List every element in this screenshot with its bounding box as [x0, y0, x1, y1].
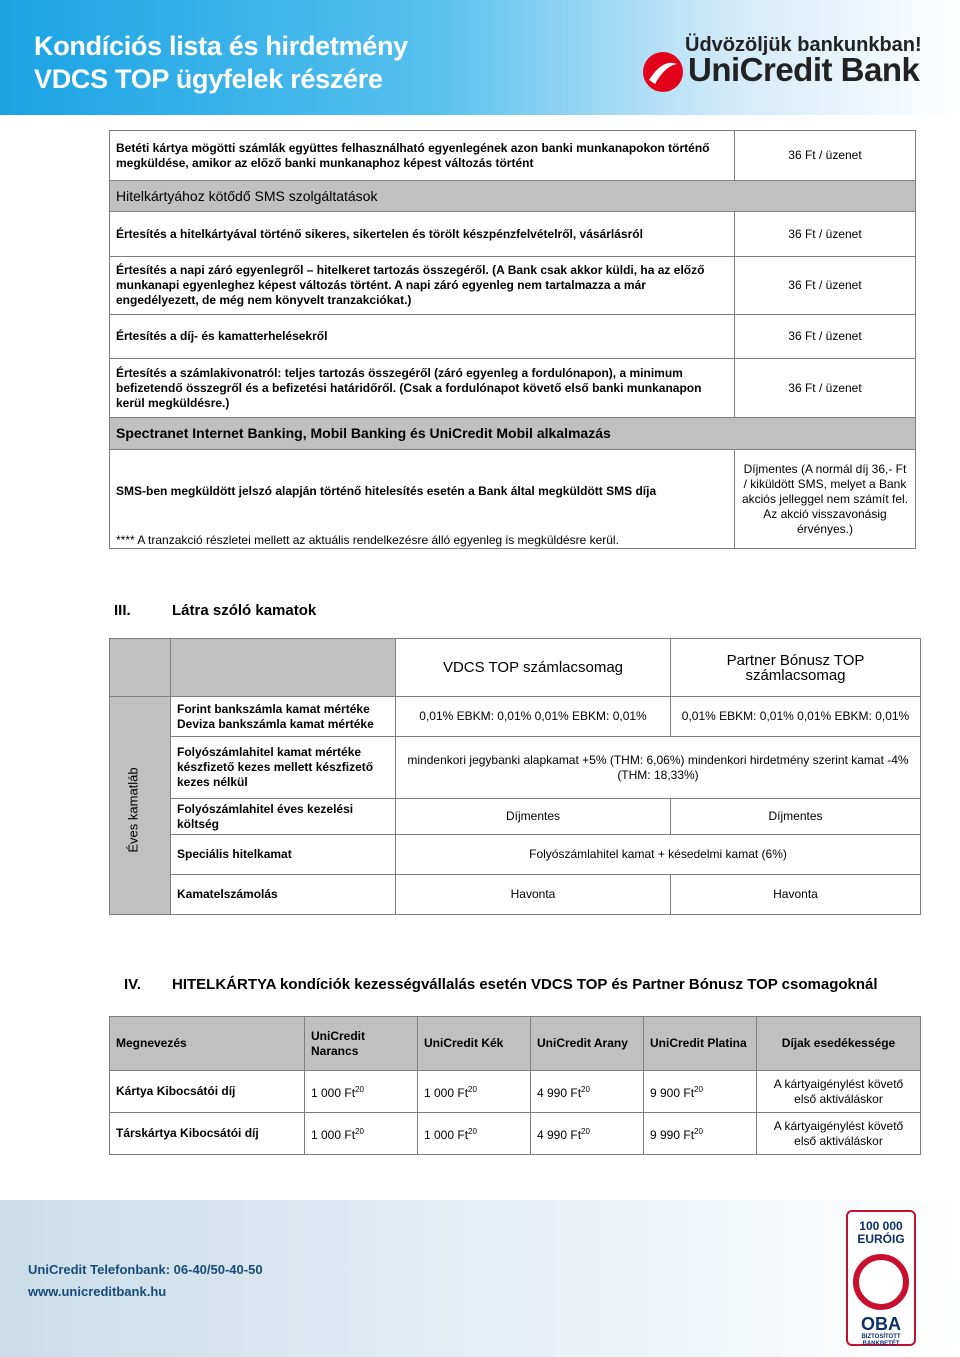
rate-row-label: Kamatelszámolás: [171, 875, 396, 915]
page-header: [0, 0, 960, 115]
sms-row-value: 36 Ft / üzenet: [735, 257, 916, 315]
sms-row-label: Betéti kártya mögötti számlák együttes felhasználható egyenlegének azon banki munkanapokon történő megküldése, amikor az előző banki munkanaphoz képest változás történt: [110, 131, 735, 181]
sms-row-value: 36 Ft / üzenet: [735, 359, 916, 418]
sms-row-label: Értesítés a napi záró egyenlegről – hitelkeret tartozás összegéről. (A Bank csak akkor küldi, ha az előző munkanapi egyenleghez képest változás történt. A napi záró egyenleg nem tartalmazza a már engedélyezett, de még nem könyvelt tranzakciókat.): [110, 257, 735, 315]
rate-value: Folyószámlahitel kamat + késedelmi kamat (6%): [396, 835, 921, 875]
fee-due: A kártyaigénylést követő első aktiváláskor: [757, 1113, 921, 1155]
rate-value: Díjmentes: [396, 799, 671, 835]
section-heading: Hitelkártyához kötődő SMS szolgáltatások: [110, 181, 916, 212]
sms-row-label: Értesítés a díj- és kamatterhelésekről: [110, 315, 735, 359]
fee-value: 1 000 Ft$^{20}$: [418, 1113, 531, 1155]
sms-services-table: [109, 130, 916, 549]
telefonbank-text: UniCredit Telefonbank: 06-40/50-40-50: [28, 1262, 263, 1277]
column-header-partner: Partner Bónusz TOP számlacsomag: [671, 639, 921, 697]
brand-name: UniCredit Bank: [688, 51, 920, 88]
section-number: IV.: [124, 976, 141, 993]
fee-value: 4 990 Ft$^{20}$: [531, 1113, 644, 1155]
column-header: UniCredit Platina: [644, 1017, 757, 1071]
section-number: III.: [114, 602, 131, 619]
column-header: Díjak esedékessége: [757, 1017, 921, 1071]
page-title: Kondíciós lista és hirdetmény VDCS TOP ügyfelek részére: [34, 31, 408, 94]
website-link[interactable]: www.unicreditbank.hu: [28, 1284, 167, 1299]
fee-value: 9 990 Ft$^{20}$: [644, 1113, 757, 1155]
rate-row-label: Speciális hitelkamat: [171, 835, 396, 875]
sms-row-value: Díjmentes (A normál díj 36,- Ft / kiküldött SMS, melyet a Bank akciós jelleggel nem számít fel. Az akció visszavonásig érvényes.): [735, 450, 916, 549]
fee-value: 1 000 Ft$^{20}$: [418, 1071, 531, 1113]
fee-row-label: Kártya Kibocsátói díj: [110, 1071, 305, 1113]
rate-value: 0,01% EBKM: 0,01% 0,01% EBKM: 0,01%: [396, 697, 671, 737]
badge-oba: OBA: [861, 1314, 901, 1334]
column-header-vdcs: VDCS TOP számlacsomag: [396, 639, 671, 697]
oba-ring-icon: [853, 1254, 909, 1310]
sms-row-value: 36 Ft / üzenet: [735, 212, 916, 257]
section-heading: Spectranet Internet Banking, Mobil Banking és UniCredit Mobil alkalmazás: [110, 418, 916, 450]
fee-due: A kártyaigénylést követő első aktiváláskor: [757, 1071, 921, 1113]
page-footer: [0, 1200, 960, 1357]
column-header: UniCredit Narancs: [305, 1017, 418, 1071]
side-label: Éves kamatláb: [125, 767, 141, 853]
badge-amount: 100 000 EURÓIG: [857, 1219, 905, 1246]
rate-value: Havonta: [671, 875, 921, 915]
fee-value: 1 000 Ft$^{20}$: [305, 1113, 418, 1155]
rate-value: Díjmentes: [671, 799, 921, 835]
corner-cell: [110, 639, 171, 697]
credit-card-fees-table: [109, 1016, 921, 1155]
rate-value: 0,01% EBKM: 0,01% 0,01% EBKM: 0,01%: [671, 697, 921, 737]
sms-row-value: 36 Ft / üzenet: [735, 131, 916, 181]
fee-value: 9 900 Ft$^{20}$: [644, 1071, 757, 1113]
column-header: Megnevezés: [110, 1017, 305, 1071]
section-title: Látra szóló kamatok: [172, 602, 317, 619]
footnote: **** A tranzakció részletei mellett az aktuális rendelkezésre álló egyenleg is megküldésre kerül.: [116, 533, 619, 547]
sms-row-label: Értesítés a számlakivonatról: teljes tartozás összegéről (záró egyenleg a fordulónapon), a minimum befizetendő összegről és a befizetési határidőről. (Csak a fordulónapot követő első banki munkanapon kerül megküldésre.): [110, 359, 735, 418]
fee-row-label: Társkártya Kibocsátói díj: [110, 1113, 305, 1155]
label-header-cell: [171, 639, 396, 697]
sms-row-value: 36 Ft / üzenet: [735, 315, 916, 359]
rate-value: Havonta: [396, 875, 671, 915]
welcome-text: Üdvözöljük bankunkban!: [685, 34, 922, 56]
rate-row-label: Folyószámlahitel kamat mértéke készfizető kezes mellett készfizető kezes nélkül: [171, 737, 396, 799]
sms-row-label: SMS-ben megküldött jelszó alapján történő hitelesítés esetén a Bank által megküldött SMS díja **** A tranzakció részletei mellett az aktuális rendelkezésre álló egyenleg is megküldésre kerül.: [110, 450, 735, 549]
fee-value: 1 000 Ft$^{20}$: [305, 1071, 418, 1113]
rate-row-label: Folyószámlahitel éves kezelési költség: [171, 799, 396, 835]
rate-value: mindenkori jegybanki alapkamat +5% (THM: 6,06%) mindenkori hirdetmény szerint kamat -4% (THM: 18,33%): [396, 737, 921, 799]
column-header: UniCredit Arany: [531, 1017, 644, 1071]
badge-caption: BIZTOSÍTOTT BANKBETÉT: [861, 1334, 901, 1347]
sms-row-label: Értesítés a hitelkártyával történő sikeres, sikertelen és törölt készpénzfelvételről, vásárlásról: [110, 212, 735, 257]
section-title: HITELKÁRTYA kondíciók kezességvállalás esetén VDCS TOP és Partner Bónusz TOP csomagoknál: [172, 976, 878, 993]
column-header: UniCredit Kék: [418, 1017, 531, 1071]
oba-badge: [846, 1210, 916, 1346]
unicredit-logo-icon: [643, 52, 683, 92]
fee-value: 4 990 Ft$^{20}$: [531, 1071, 644, 1113]
rate-row-label: Forint bankszámla kamat mértéke Deviza bankszámla kamat mértéke: [171, 697, 396, 737]
interest-rates-table: [109, 638, 921, 915]
